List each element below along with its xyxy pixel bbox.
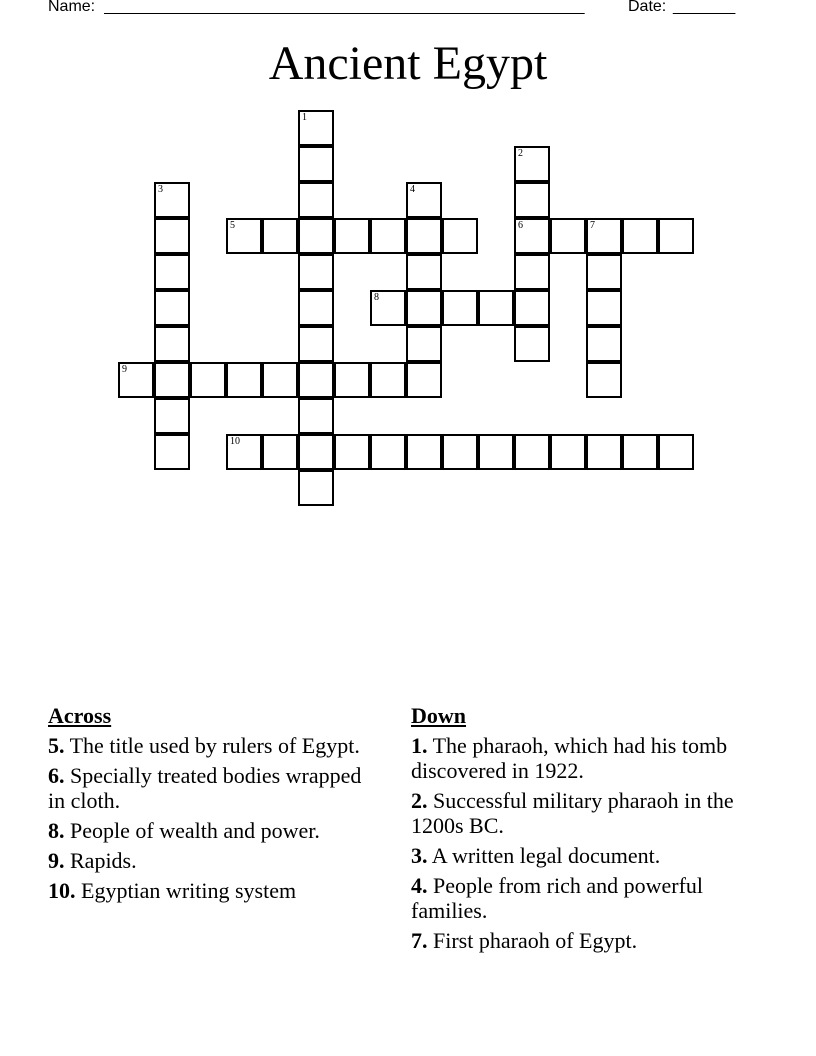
grid-cell[interactable]: [586, 434, 622, 470]
clue-text: First pharaoh of Egypt.: [433, 928, 638, 953]
grid-cell[interactable]: [262, 218, 298, 254]
grid-cell[interactable]: [370, 290, 406, 326]
grid-cell[interactable]: [154, 326, 190, 362]
grid-cell[interactable]: [154, 398, 190, 434]
name-date-header: [48, 0, 748, 20]
clue-text: Specially treated bodies wrapped in cloth.: [48, 763, 362, 813]
grid-cell[interactable]: [226, 218, 262, 254]
grid-cell[interactable]: [154, 218, 190, 254]
grid-cell[interactable]: [406, 290, 442, 326]
grid-cell[interactable]: [370, 362, 406, 398]
grid-cell[interactable]: [658, 434, 694, 470]
clue-text: Rapids.: [70, 848, 137, 873]
grid-cell[interactable]: [442, 218, 478, 254]
clue-number-label: 4: [410, 184, 415, 195]
clue-number: 8.: [48, 818, 65, 843]
grid-cell[interactable]: [370, 218, 406, 254]
clue-down-3: [411, 843, 751, 868]
clue-text: Egyptian writing system: [81, 878, 297, 903]
grid-cell[interactable]: [586, 326, 622, 362]
clue-number-label: 7: [590, 220, 595, 231]
grid-cell[interactable]: [154, 434, 190, 470]
clue-number-label: 5: [230, 220, 235, 231]
name-field[interactable]: ______________________________________________________: [104, 0, 585, 15]
clue-text: The title used by rulers of Egypt.: [69, 733, 360, 758]
grid-cell[interactable]: [586, 218, 622, 254]
grid-cell[interactable]: [154, 182, 190, 218]
clue-number: 1.: [411, 733, 428, 758]
grid-cell[interactable]: [298, 254, 334, 290]
grid-cell[interactable]: [406, 362, 442, 398]
grid-cell[interactable]: [298, 470, 334, 506]
grid-cell[interactable]: [514, 146, 550, 182]
clue-down-7: [411, 928, 751, 953]
clue-across-8: [48, 818, 378, 843]
grid-cell[interactable]: [154, 290, 190, 326]
clue-down-1: [411, 733, 751, 783]
grid-cell[interactable]: [334, 362, 370, 398]
grid-cell[interactable]: [262, 362, 298, 398]
grid-cell[interactable]: [406, 254, 442, 290]
clue-text: A written legal document.: [431, 843, 661, 868]
grid-cell[interactable]: [298, 146, 334, 182]
grid-cell[interactable]: [154, 362, 190, 398]
grid-cell[interactable]: [298, 218, 334, 254]
grid-cell[interactable]: [406, 326, 442, 362]
grid-cell[interactable]: [622, 434, 658, 470]
clue-number-label: 6: [518, 220, 523, 231]
grid-cell[interactable]: [334, 434, 370, 470]
grid-cell[interactable]: [298, 398, 334, 434]
grid-cell[interactable]: [298, 110, 334, 146]
grid-cell[interactable]: [514, 434, 550, 470]
clue-number-label: 9: [122, 364, 127, 375]
grid-cell[interactable]: [658, 218, 694, 254]
grid-cell[interactable]: [406, 182, 442, 218]
grid-cell[interactable]: [550, 218, 586, 254]
clue-number: 4.: [411, 873, 428, 898]
grid-cell[interactable]: [442, 290, 478, 326]
clue-number: 7.: [411, 928, 428, 953]
down-clues: [411, 703, 751, 958]
clue-text: People of wealth and power.: [70, 818, 320, 843]
clue-number: 2.: [411, 788, 428, 813]
grid-cell[interactable]: [550, 434, 586, 470]
clue-number-label: 1: [302, 112, 307, 123]
clue-number-label: 8: [374, 292, 379, 303]
clue-number: 5.: [48, 733, 65, 758]
grid-cell[interactable]: [514, 290, 550, 326]
clue-number: 3.: [411, 843, 428, 868]
grid-cell[interactable]: [298, 290, 334, 326]
grid-cell[interactable]: [586, 362, 622, 398]
grid-cell[interactable]: [226, 434, 262, 470]
page-title: Ancient Egypt: [268, 37, 548, 90]
grid-cell[interactable]: [154, 254, 190, 290]
clue-across-9: [48, 848, 378, 873]
clue-text: Successful military pharaoh in the 1200s BC.: [411, 788, 734, 838]
grid-cell[interactable]: [406, 434, 442, 470]
grid-cell[interactable]: [298, 434, 334, 470]
grid-cell[interactable]: [442, 434, 478, 470]
grid-cell[interactable]: [514, 254, 550, 290]
date-label: Date:: [628, 0, 667, 15]
clue-across-10: [48, 878, 378, 903]
grid-cell[interactable]: [514, 326, 550, 362]
grid-cell[interactable]: [514, 218, 550, 254]
clue-text: People from rich and powerful families.: [411, 873, 704, 923]
grid-cell[interactable]: [190, 362, 226, 398]
grid-cell[interactable]: [514, 182, 550, 218]
grid-cell[interactable]: [298, 326, 334, 362]
clue-number-label: 2: [518, 148, 523, 159]
clue-number: 9.: [48, 848, 65, 873]
clue-number: 6.: [48, 763, 65, 788]
grid-cell[interactable]: [406, 218, 442, 254]
clue-number-label: 10: [230, 436, 240, 447]
across-clues: [48, 703, 378, 908]
grid-cell[interactable]: [298, 362, 334, 398]
grid-cell[interactable]: [118, 362, 154, 398]
grid-cell[interactable]: [478, 434, 514, 470]
down-heading: Down: [411, 703, 467, 728]
clue-down-2: [411, 788, 751, 838]
clue-number-label: 3: [158, 184, 163, 195]
grid-cell[interactable]: [586, 290, 622, 326]
clue-across-6: [48, 763, 378, 813]
clue-down-4: [411, 873, 751, 923]
grid-cell[interactable]: [226, 362, 262, 398]
clue-number: 10.: [48, 878, 76, 903]
date-field[interactable]: _______: [673, 0, 736, 15]
name-label: Name:: [48, 0, 96, 15]
grid-cell[interactable]: [622, 218, 658, 254]
grid-cell[interactable]: [298, 182, 334, 218]
grid-cell[interactable]: [334, 218, 370, 254]
grid-cell[interactable]: [586, 254, 622, 290]
across-heading: Across: [48, 703, 112, 728]
grid-cell[interactable]: [262, 434, 298, 470]
grid-cell[interactable]: [370, 434, 406, 470]
clue-text: The pharaoh, which had his tomb discovered in 1922.: [411, 733, 728, 783]
grid-cell[interactable]: [478, 290, 514, 326]
clue-across-5: [48, 733, 378, 758]
